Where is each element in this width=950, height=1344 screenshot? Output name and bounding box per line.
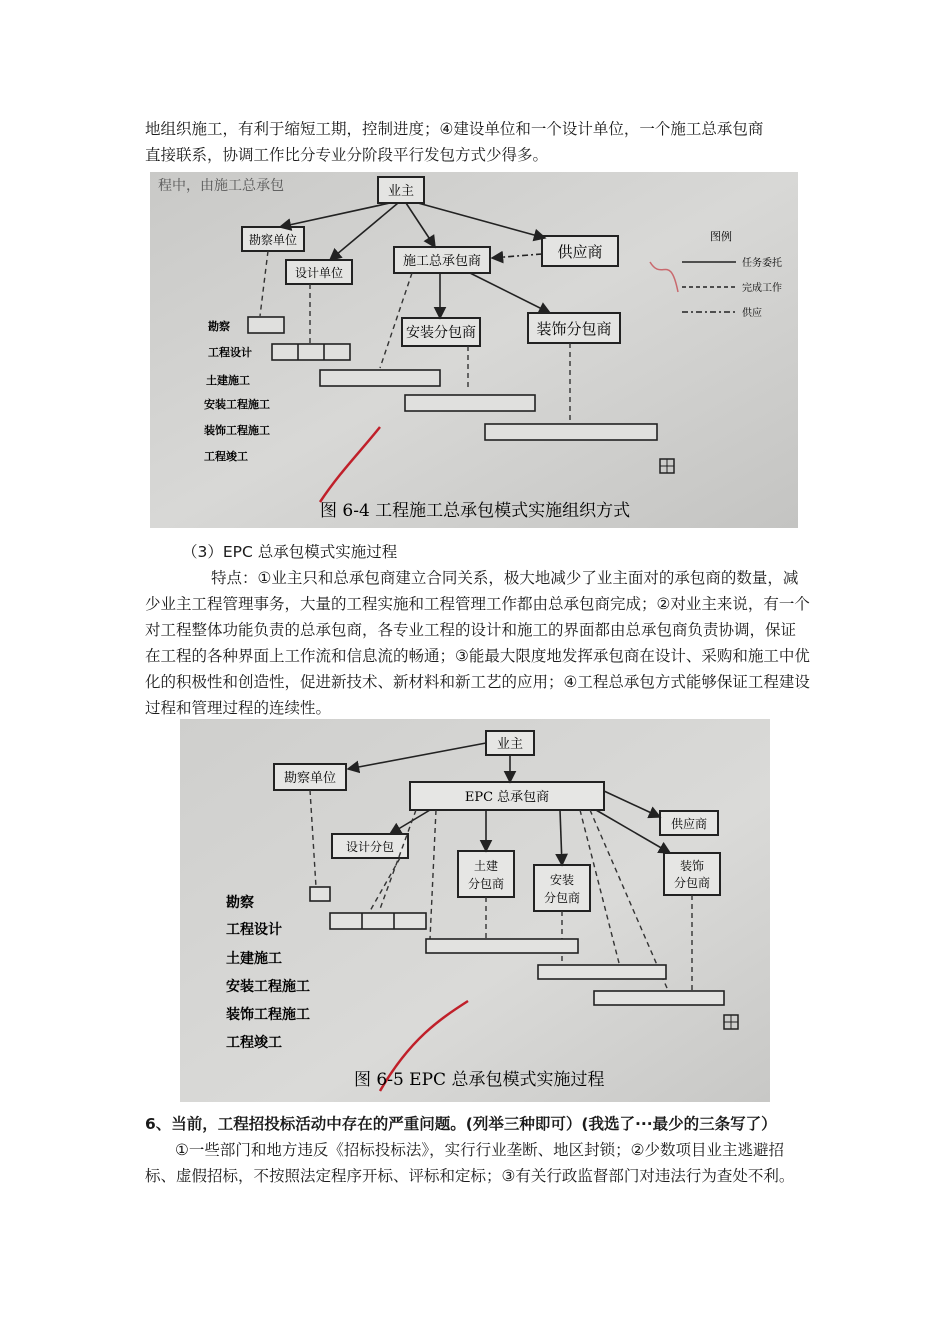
fig65-owner: 业主	[496, 737, 524, 752]
fig65-row-5: 装饰工程施工	[226, 1007, 310, 1023]
figure-6-4-photo	[150, 172, 798, 528]
fig65-civil-sub-2: 分包商	[467, 877, 505, 891]
fig65-decor-sub-1: 装饰	[679, 859, 705, 873]
question-6-answer: ①一些部门和地方违反《招标投标法》，实行行业垄断、地区封锁；②少数项目业主逃避招标、虚假招标，不按照法定程序开标、评标和定标；③有关行政监督部门对违法行为查处不利。	[145, 1141, 795, 1185]
fig64-caption: 图 6-4 工程施工总承包模式实施组织方式	[320, 501, 631, 521]
fig65-row-6: 工程竣工	[226, 1035, 282, 1051]
fig64-owner: 业主	[387, 184, 415, 199]
section-3-heading: （3）EPC 总承包模式实施过程	[182, 543, 398, 561]
fig64-row-3: 土建施工	[206, 374, 250, 387]
fig65-row-1: 勘察	[226, 895, 254, 911]
figure-6-5-diagram	[180, 719, 770, 1102]
fig65-install-sub-1: 安装	[549, 873, 575, 887]
fig64-gc: 施工总承包商	[402, 254, 482, 269]
fig65-row-2: 工程设计	[226, 922, 282, 938]
fig65-design-sub: 设计分包	[345, 840, 395, 854]
fig65-decor-sub-2: 分包商	[673, 876, 711, 890]
fig64-design-unit: 设计单位	[294, 266, 344, 280]
fig64-survey-unit: 勘察单位	[248, 233, 298, 247]
fig64-decor-sub: 装饰分包商	[536, 320, 612, 338]
fig64-row-2: 工程设计	[208, 346, 252, 359]
figure-6-5-photo	[180, 719, 770, 1102]
fig65-supplier: 供应商	[670, 817, 708, 831]
fig64-supplier: 供应商	[557, 243, 603, 261]
fig64-top-fragment: 程中，由施工总承包	[158, 178, 284, 194]
fig64-row-5: 装饰工程施工	[204, 424, 270, 437]
figure-6-4-diagram	[150, 172, 798, 528]
intro-paragraph	[145, 116, 810, 168]
intro-line-1: 地组织施工，有利于缩短工期，控制进度；④建设单位和一个设计单位，一个施工总承包商	[145, 120, 764, 138]
fig64-legend-item-1: 任务委托	[742, 258, 782, 269]
fig64-legend-title: 图例	[710, 230, 732, 243]
question-6-title: 6、当前，工程招投标活动中存在的严重问题。(列举三种即可）(我选了···最少的三条写了）	[145, 1115, 777, 1133]
section-3-paragraph: 特点：①业主只和总承包商建立合同关系，极大地减少了业主面对的承包商的数量，减少业主工程管理事务，大量的工程实施和工程管理工作都由总承包商完成；②对业主来说，有一个对工程整体功能负责的总承包商，各专业工程的设计和施工的界面都由总承包商负责协调，保证在工程的各种界面上工作流和信息流的畅通；③能最大限度地发挥承包商在设计、采购和施工中优化的积极性和创造性，促进新技术、新材料和新工艺的应用；④工程总承包方式能够保证工程建设过程和管理过程的连续性。	[145, 569, 810, 717]
fig65-caption: 图 6-5 EPC 总承包模式实施过程	[354, 1070, 605, 1090]
fig64-legend-item-2: 完成工作	[742, 283, 782, 294]
fig64-row-4: 安装工程施工	[204, 398, 270, 411]
fig65-row-3: 土建施工	[226, 951, 282, 967]
fig64-install-sub: 安装分包商	[406, 325, 476, 341]
fig65-install-sub-2: 分包商	[543, 891, 581, 905]
fig64-row-1: 勘察	[208, 320, 230, 333]
fig64-legend-item-3: 供应	[742, 308, 762, 319]
intro-line-2: 直接联系，协调工作比分专业分阶段平行发包方式少得多。	[145, 146, 549, 164]
fig65-civil-sub-1: 土建	[473, 859, 499, 873]
fig65-survey-unit: 勘察单位	[283, 771, 337, 786]
fig64-row-6: 工程竣工	[204, 450, 248, 463]
fig65-row-4: 安装工程施工	[226, 979, 310, 995]
fig65-epc: EPC 总承包商	[464, 790, 550, 805]
